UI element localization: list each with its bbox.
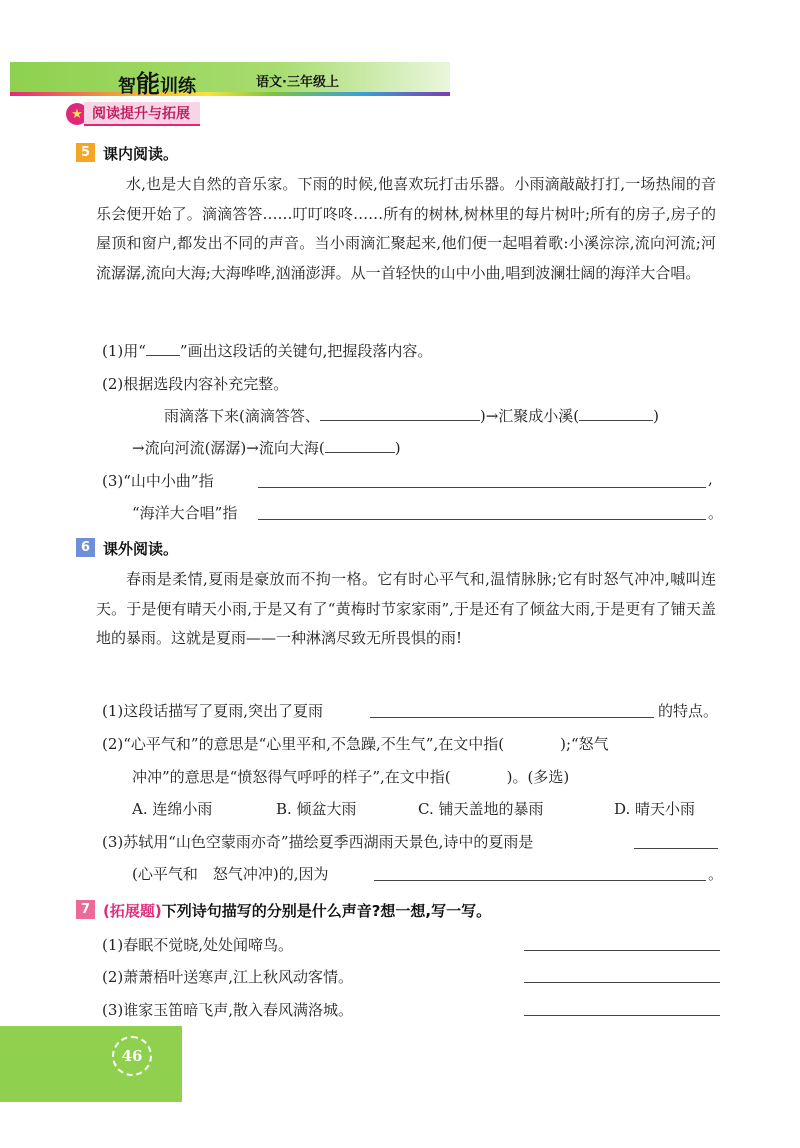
brand-char-1: 智 [118,76,136,97]
q6-sub2-text-d: )。(多选) [506,768,570,786]
q6-sub2-text-c: 冲冲”的意思是“愤怒得气呼呼的样子”,在文中指( [132,768,451,786]
q5-sub3-answer-line-1[interactable] [258,487,706,488]
q6-option-a: A. 连绵小雨 [132,800,213,818]
q5-sub3-b: “海洋大合唱”指 [132,504,238,522]
subject-label: 语文·三年级上 [256,75,339,90]
question-6-passage: 春雨是柔情,夏雨是豪放而不拘一格。它有时心平气和,温情脉脉;它有时怒气冲冲,嘁叫连天。于是便有晴天小雨,于是又有了“黄梅时节家家雨”,于是还有了倾盆大雨,于是更有了铺天盖地的暴雨。这就是夏雨——一种淋漓尽致无所畏惧的雨! [96,570,716,647]
section-banner [66,102,200,126]
q5-sub2-blank-3[interactable] [325,438,395,453]
q5-sub2-text-a: 雨滴落下来(滴滴答答、 [164,407,320,425]
q6-sub1-b: 的特点。 [658,702,719,720]
question-7-tag: (拓展题) [103,902,162,920]
question-5-passage: 水,也是大自然的音乐家。下雨的时候,他喜欢玩打击乐器。小雨滴敲敲打打,一场热闹的音乐会便开始了。滴滴答答……叮叮咚咚……所有的树林,树林里的每片树叶;所有的房子,房子的屋顶和窗户,都发出不同的声音。当小雨滴汇聚起来,他们便一起唱着歌:小溪淙淙,流向河流;河流潺潺,流向大海;大海哗哗,汹涌澎湃。从一首轻快的山中小曲,唱到波澜壮阔的海洋大合唱。 [96,175,716,282]
q7-answer-line-3[interactable] [524,1015,720,1016]
q5-sub3-a-end: , [708,470,713,488]
brand-char-2: 能 [136,70,160,98]
q5-sub2-text-b: )→汇聚成小溪( [479,407,580,425]
q5-sub2-blank-1[interactable] [320,406,480,421]
q5-sub3-b-end: 。 [708,504,724,522]
q5-sub2: (2)根据选段内容补充完整。 [102,375,289,393]
q5-sub1-post: ”画出这段话的关键句,把握段落内容。 [179,342,433,360]
q5-sub2-text-d: →流向河流(潺潺)→流向大海( [132,439,325,457]
q7-item-3: (3)谁家玉笛暗飞声,散入春风满洛城。 [102,1001,354,1019]
q6-option-c: C. 铺天盖地的暴雨 [418,800,544,818]
q6-sub1-a: (1)这段话描写了夏雨,突出了夏雨 [102,702,324,720]
q6-sub2-line2 [132,766,569,787]
q6-sub3-a: (3)苏轼用“山色空蒙雨亦奇”描绘夏季西湖雨天景色,诗中的夏雨是 [102,833,534,851]
q5-sub2-line1 [164,405,659,426]
footer-green-block [0,1026,182,1102]
q6-option-b: B. 倾盆大雨 [276,800,357,818]
q6-sub2-text-b: );“怒气 [560,735,609,753]
q7-answer-line-2[interactable] [524,982,720,983]
q5-sub1-pre: (1)用“ [102,342,146,360]
q6-option-d: D. 晴天小雨 [614,800,696,818]
q5-sub2-blank-2[interactable] [579,406,653,421]
q6-sub1-answer-line[interactable] [370,717,654,718]
section-title: 阅读提升与拓展 [84,102,200,126]
brand-title [118,64,196,99]
question-7-title [103,900,491,921]
q5-sub2-text-e: ) [394,439,401,457]
q7-item-1: (1)春眠不觉晓,处处闻啼鸟。 [102,936,294,954]
question-number-6: 6 [76,538,95,557]
header-bar [10,62,450,92]
q5-sub2-line2 [132,437,401,458]
q7-answer-line-1[interactable] [524,950,720,951]
q7-item-2: (2)萧萧梧叶送寒声,江上秋风动客情。 [102,968,354,986]
q6-sub2-text-a: (2)“心平气和”的意思是“心里平和,不急躁,不生气”,在文中指( [102,735,505,753]
header-rainbow-line [10,92,450,96]
question-number-7: 7 [76,900,95,919]
q5-sub1-underline-sample [146,341,180,356]
q6-sub3-answer-line-1[interactable] [634,848,718,849]
q5-sub1 [102,340,432,361]
q6-sub3-c: 。 [708,865,724,883]
page-number: 46 [112,1036,152,1076]
q5-sub3-a: (3)“山中小曲”指 [102,472,214,490]
q6-sub3-answer-line-2[interactable] [374,880,706,881]
question-number-5: 5 [76,143,95,162]
q5-sub2-text-c: ) [653,407,659,425]
q6-sub2-line1 [102,733,609,754]
q5-sub3-answer-line-2[interactable] [258,519,706,520]
question-6-title: 课外阅读。 [103,540,179,558]
question-5-title: 课内阅读。 [103,145,179,163]
q6-sub3-b: (心平气和 怒气冲冲)的,因为 [132,865,329,883]
star-icon: ★ [66,103,88,125]
brand-char-3: 训练 [160,76,196,97]
question-7-title-text: 下列诗句描写的分别是什么声音?想一想,写一写。 [161,902,492,920]
